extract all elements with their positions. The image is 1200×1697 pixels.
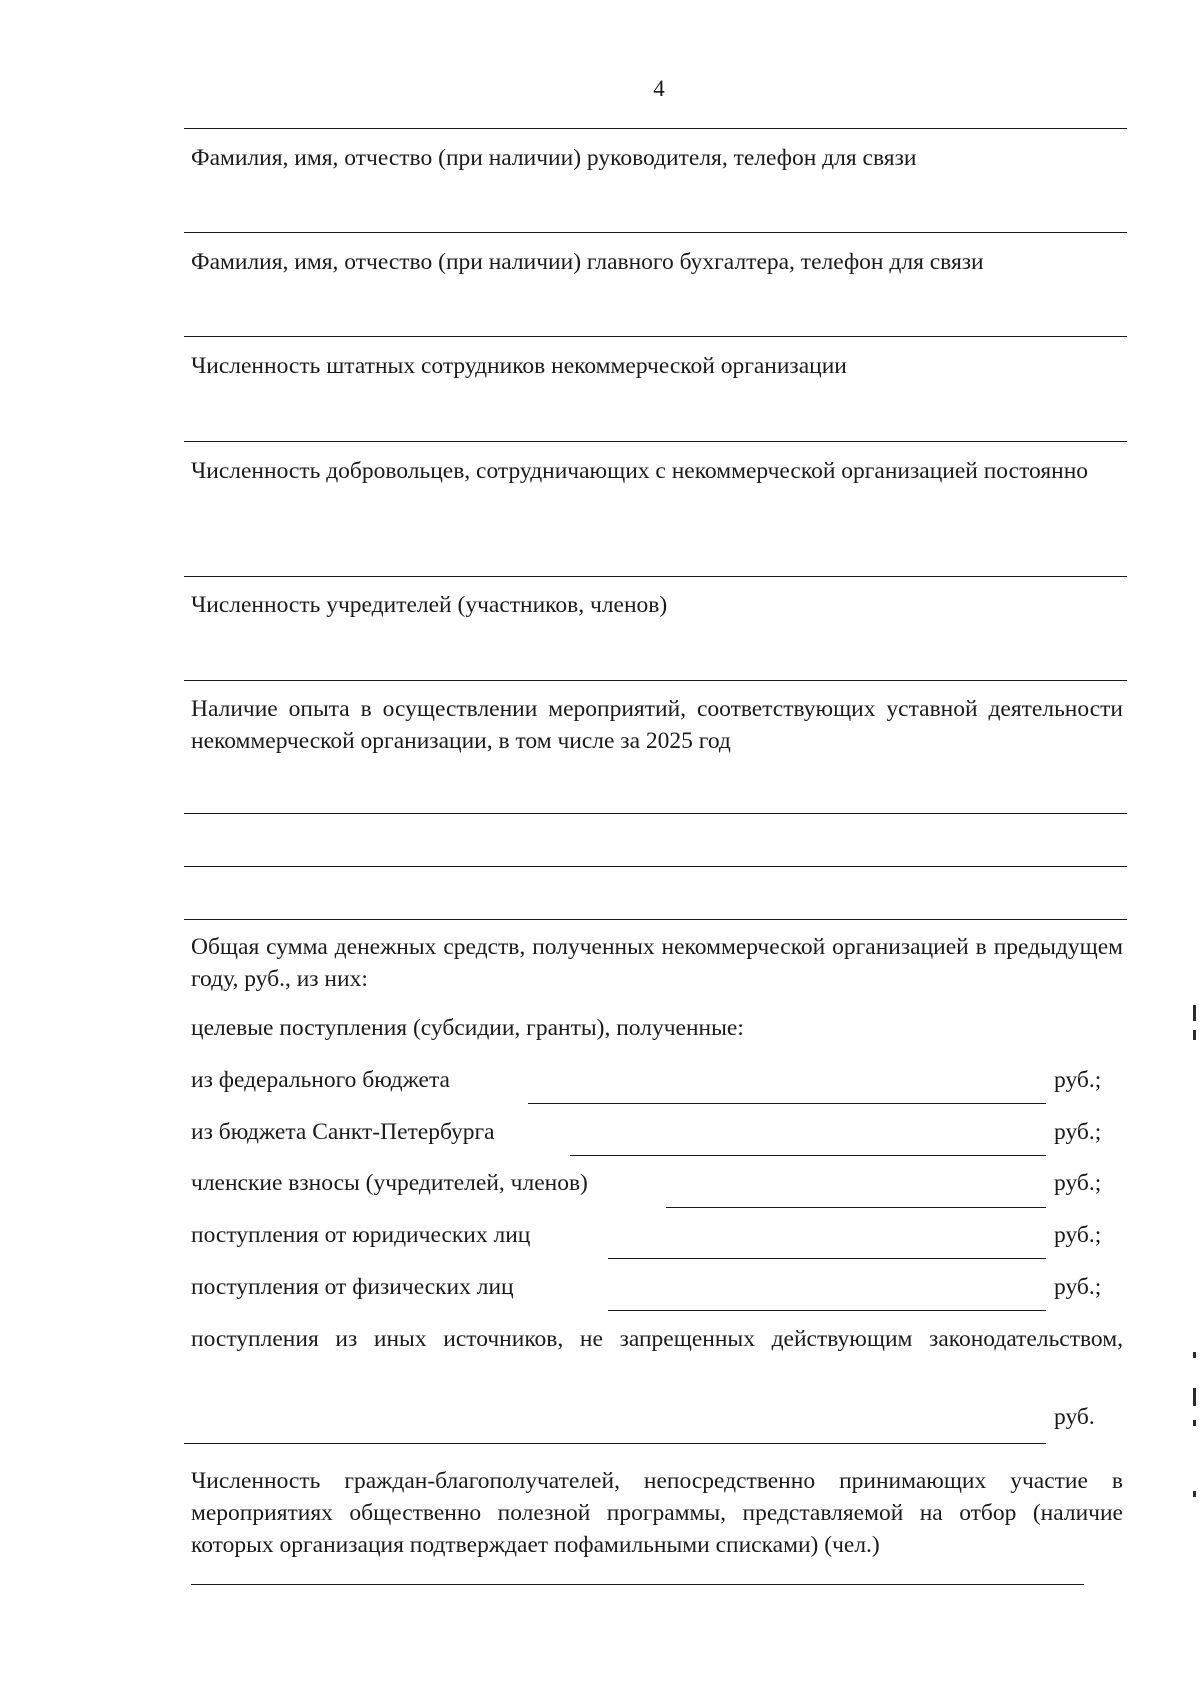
experience-input-line-2[interactable] <box>184 866 1127 867</box>
finance-row-legal-label: поступления от юридических лиц <box>191 1222 531 1248</box>
beneficiaries-label: Численность граждан-благополучателей, непосредственно принимающих участие в мероприятиях общественно полезной программы, представляемой на отбор (наличие которых организация подтверждает пофамильными списками) (чел.) <box>191 1468 1123 1558</box>
page-number: 4 <box>653 76 665 101</box>
finance-row-federal-input[interactable] <box>528 1103 1046 1104</box>
finance-other-sources-label: поступления из иных источников, не запрещенных действующим законодательством, <box>191 1326 1123 1352</box>
founders-value-line[interactable] <box>184 680 1127 681</box>
accountant-name-input-line[interactable] <box>184 232 1127 233</box>
finance-row-legal-unit: руб.; <box>1054 1222 1102 1248</box>
experience-input-line-3[interactable] <box>184 919 1127 920</box>
finance-row-spb-label: из бюджета Санкт-Петербурга <box>191 1119 495 1145</box>
scan-artifact-3 <box>1193 1352 1196 1358</box>
finance-row-federal-label: из федерального бюджета <box>191 1067 450 1093</box>
scan-artifact-6 <box>1193 1491 1196 1497</box>
head-name-label: Фамилия, имя, отчество (при наличии) руководителя, телефон для связи <box>191 145 917 171</box>
finance-row-membership-input[interactable] <box>666 1207 1046 1208</box>
founders-count-input-line[interactable] <box>184 576 1127 577</box>
finance-row-legal-input[interactable] <box>608 1258 1046 1259</box>
volunteers-count-label: Численность добровольцев, сотрудничающих с некоммерческой организацией постоянно <box>191 458 1089 484</box>
finance-total-label: Общая сумма денежных средств, полученных некоммерческой организацией в предыдущем году, руб., из них: <box>191 934 1123 992</box>
finance-row-individual-unit: руб.; <box>1054 1274 1102 1300</box>
beneficiaries-input-line[interactable] <box>191 1584 1084 1585</box>
finance-row-spb-unit: руб.; <box>1054 1119 1102 1145</box>
experience-input-line-1[interactable] <box>184 813 1127 814</box>
staff-count-input-line[interactable] <box>184 336 1127 337</box>
scan-artifact-2 <box>1193 1030 1196 1040</box>
staff-count-label: Численность штатных сотрудников некоммерческой организации <box>191 353 847 379</box>
head-name-input-line[interactable] <box>184 128 1127 129</box>
volunteers-count-input-line[interactable] <box>184 441 1127 442</box>
finance-other-sources-unit: руб. <box>1054 1404 1095 1430</box>
founders-count-label: Численность учредителей (участников, членов) <box>191 592 668 618</box>
finance-row-membership-unit: руб.; <box>1054 1170 1102 1196</box>
finance-row-individual-label: поступления от физических лиц <box>191 1274 514 1300</box>
scan-artifact-1 <box>1193 1005 1196 1021</box>
finance-row-individual-input[interactable] <box>608 1310 1046 1311</box>
accountant-name-label: Фамилия, имя, отчество (при наличии) главного бухгалтера, телефон для связи <box>191 249 984 275</box>
scan-artifact-4 <box>1193 1388 1196 1406</box>
finance-row-membership-label: членские взносы (учредителей, членов) <box>191 1170 588 1196</box>
finance-other-sources-input[interactable] <box>184 1443 1046 1444</box>
finance-targeted-label: целевые поступления (субсидии, гранты), полученные: <box>191 1015 744 1041</box>
scan-artifact-5 <box>1193 1420 1196 1426</box>
experience-label: Наличие опыта в осуществлении мероприятий, соответствующих уставной деятельности некоммерческой организации, в том числе за 2025 год <box>191 696 1123 754</box>
finance-row-spb-input[interactable] <box>570 1155 1046 1156</box>
finance-row-federal-unit: руб.; <box>1054 1067 1102 1093</box>
